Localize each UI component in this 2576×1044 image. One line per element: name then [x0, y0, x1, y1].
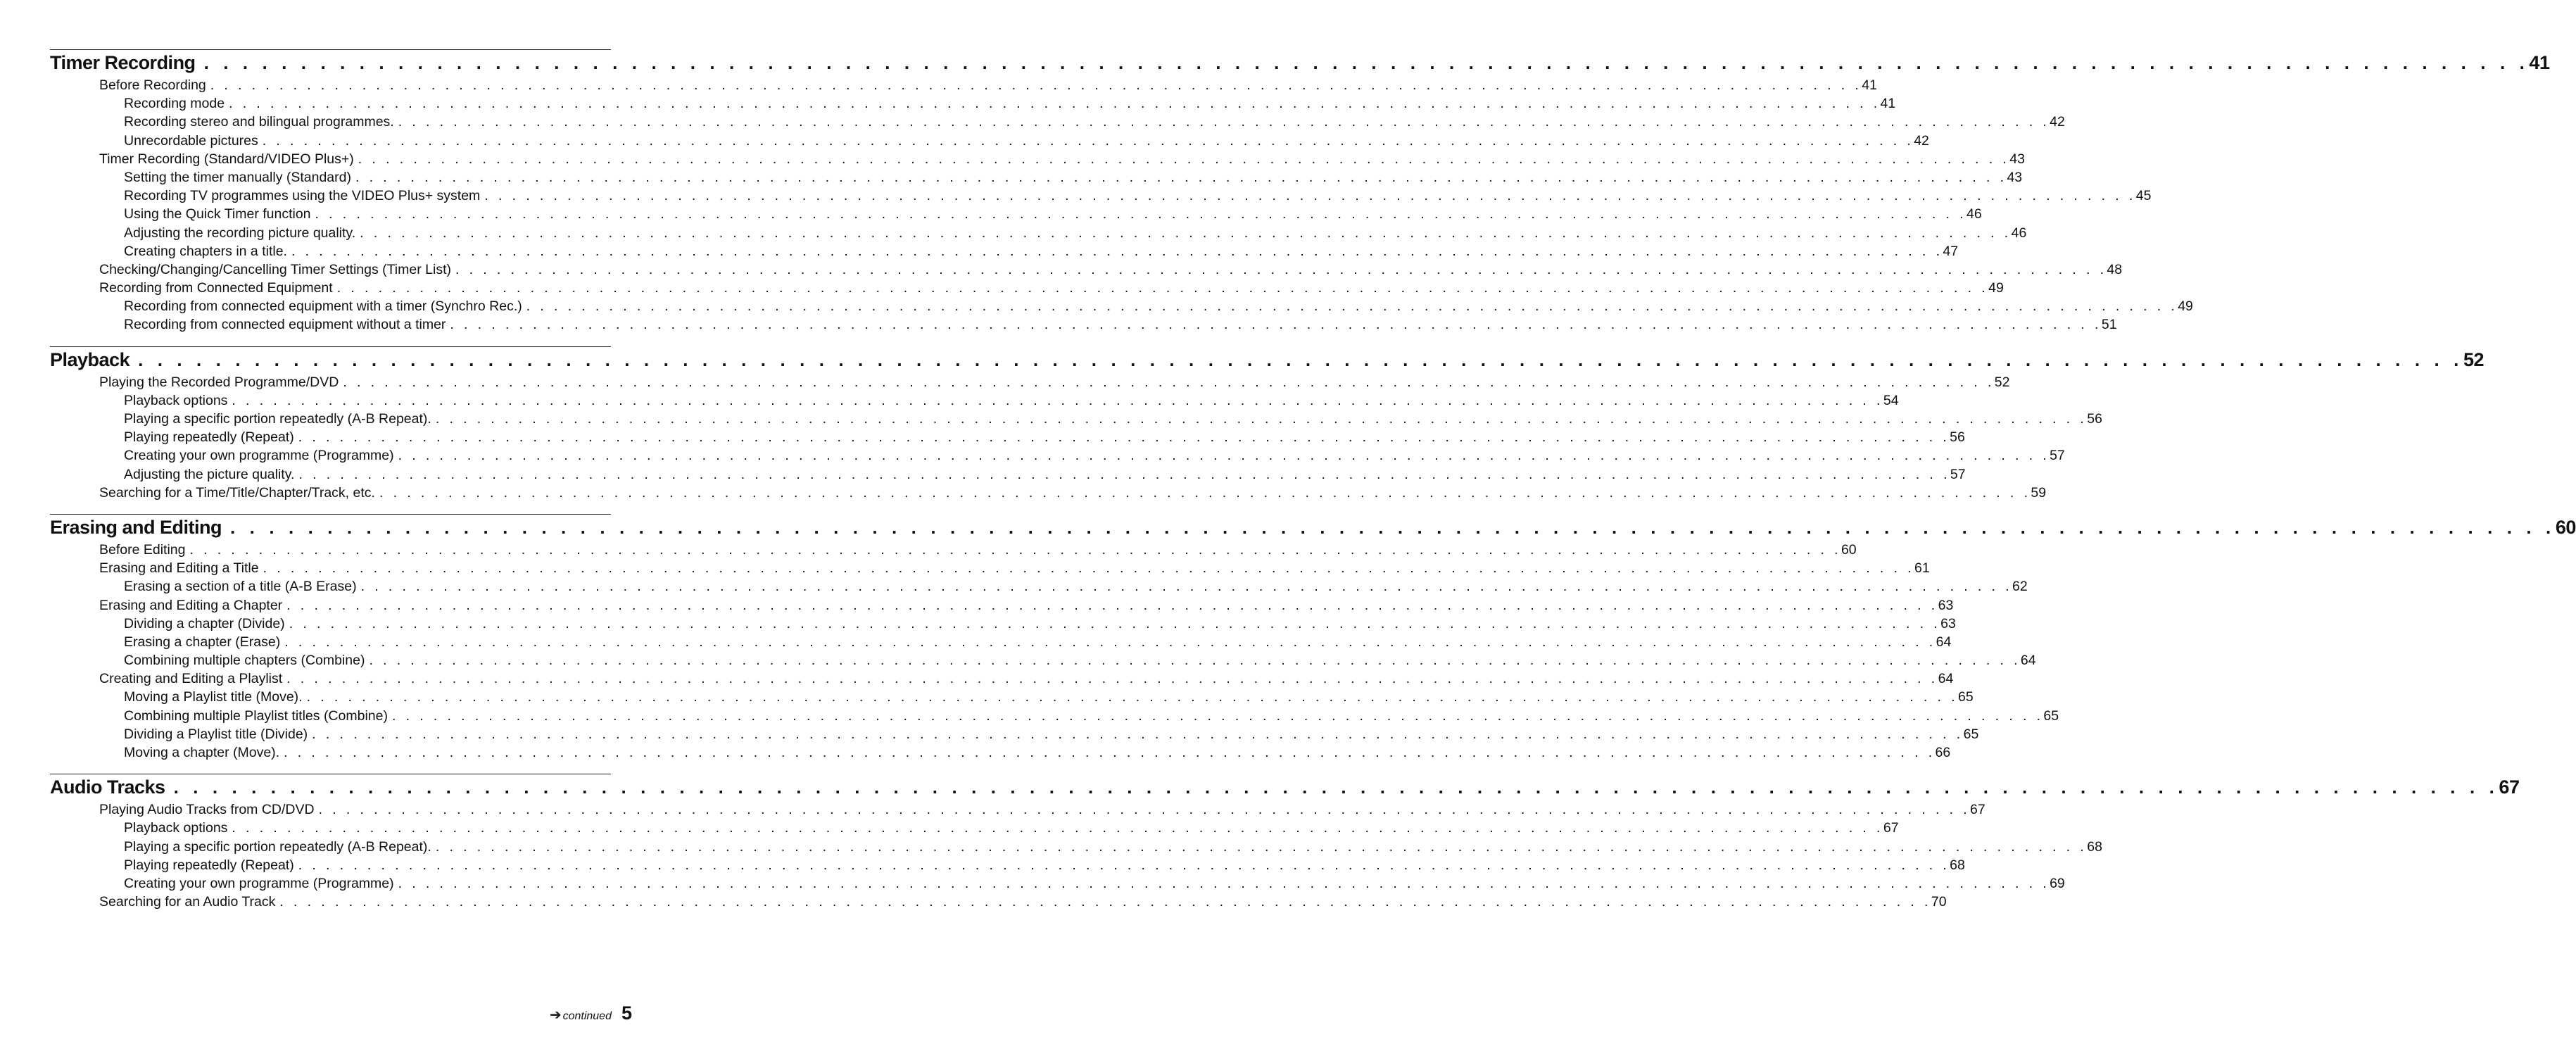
section-title: Timer Recording	[50, 52, 196, 73]
entry-page-number: 63	[1938, 597, 1954, 613]
entry-label: Moving a Playlist title (Move).	[124, 689, 303, 705]
section-entries	[50, 800, 2102, 911]
dot-leader: . . . . . . . . . . . . . . . . . . . . . . . . . . . . . . . . . . . . . . . . . . . . . . . . . . . . . . . . . . . . . . . . . . . . . . . . . . . . . . . . . . . . . . . . . . . . . . . . . . . . . . . . . . . . . . . . . . . . . . . .	[291, 243, 1943, 259]
section-title: Playback	[50, 348, 130, 370]
toc-subentry[interactable]	[50, 391, 1899, 410]
toc-subentry[interactable]	[50, 856, 1965, 874]
toc-subentry[interactable]	[50, 688, 1974, 706]
entry-label: Playing repeatedly (Repeat)	[124, 429, 294, 446]
toc-entry[interactable]	[50, 279, 2004, 297]
entry-label: Creating chapters in a title.	[124, 243, 287, 259]
dot-leader: . . . . . . . . . . . . . . . . . . . . . . . . . . . . . . . . . . . . . . . . . . . . . . . . . . . . . . . . . . . . . . . . . . . . . . . . . . . . . . . . . . . . . . . . . . . . . . . . . . . . . . . . . . . . . . . . . . . . . . . .	[263, 560, 1914, 577]
entry-label: Recording stereo and bilingual programmes.	[124, 114, 394, 130]
section-entries	[50, 541, 2059, 762]
entry-page-number: 57	[2050, 448, 2065, 464]
dot-leader: . . . . . . . . . . . . . . . . . . . . . . . . . . . . . . . . . . . . . . . . . . . . . . . . . . . . . . . . . . . . . . . . . . . . . . . . . . . . . . . . . . . . . . . . . . . . . . . . . . . . . . . . . . . . . . . . . . . . . . . .	[360, 225, 2012, 241]
dot-leader: . . . . . . . . . . . . . . . . . . . . . . . . . . . . . . . . . . . . . . . . . . . . . . . . . . . . . . . . . . . . . . . . . . . . . . . . . . . . . . . . . . . . . . . . . . . . . . . . . . . . . . . . . . . . . . . . . . . . . . . .	[398, 875, 2050, 891]
entry-label: Timer Recording (Standard/VIDEO Plus+)	[99, 151, 354, 167]
toc-section	[50, 514, 2576, 762]
section-page-number: 41	[2529, 52, 2550, 73]
entry-page-number: 45	[2135, 188, 2152, 204]
dot-leader: . . . . . . . . . . . . . . . . . . . . . . . . . . . . . . . . . . . . . . . . . . . . . . . . . . . . . . . . . . . . . . . . . . . . . . . . . . . . . . . . . . . . . . . . . . . . . . . . . . . . . . . . . . . . . . . . . . . . . . . .	[318, 802, 1971, 818]
toc-entry[interactable]	[50, 893, 1947, 911]
entry-label: Erasing a section of a title (A-B Erase)	[124, 579, 357, 595]
entry-label: Before Editing	[99, 541, 186, 558]
entry-label: Searching for an Audio Track	[99, 894, 276, 910]
entry-page-number: 57	[1950, 466, 1966, 482]
toc-subentry[interactable]	[50, 187, 2152, 205]
entry-page-number: 65	[1963, 726, 1979, 742]
entry-label: Unrecordable pictures	[124, 132, 258, 149]
toc-subentry[interactable]	[50, 743, 1951, 762]
toc-entry[interactable]	[50, 260, 2123, 279]
entry-label: Setting the timer manually (Standard)	[124, 169, 351, 185]
entry-label: Recording from Connected Equipment	[99, 280, 333, 296]
dot-leader: . . . . . . . . . . . . . . . . . . . . . . . . . . . . . . . . . . . . . . . . . . . . . . . . . . . . . . . . . . . . . . . . . . . . . . . . . . . . . . . . . . . . . . . . . . . . . . . . . . . . . . . . . . . . . . . . . . . . . . . .	[286, 671, 1938, 687]
entry-page-number: 64	[1938, 671, 1954, 687]
entry-label: Recording from connected equipment without a timer	[124, 317, 446, 333]
dot-leader: . . . . . . . . . . . . . . . . . . . . . . . . . . . . . . . . . . . . . . . . . . . . . . . . . . . . . . . . . . . . . . . . . . . . . . . . . . . . . . . . . . . . . . . . . . . . . . . . . . . . . . . . . . . . . . . . . . . . . . . .	[298, 429, 1950, 446]
dot-leader: . . . . . . . . . . . . . . . . . . . . . . . . . . . . . . . . . . . . . . . . . . . . . . . . . . . . . . . . . . . . . . . . . . . . . . . . . . . . . . . . . . . . . . . . . . . . . . . . . . . . . . . . . . . . . . . . . . . . . . . .	[138, 348, 2463, 370]
entry-page-number: 60	[1841, 541, 1857, 558]
section-page-number: 52	[2463, 348, 2484, 370]
entry-page-number: 62	[2012, 579, 2028, 595]
toc-subentry[interactable]	[50, 132, 1929, 150]
entry-page-number: 56	[2087, 411, 2102, 427]
entry-label: Using the Quick Timer function	[124, 206, 311, 222]
entry-page-number: 56	[1950, 429, 1965, 446]
section-entries	[50, 76, 2193, 334]
section-page-number: 60	[2555, 516, 2576, 538]
toc-entry[interactable]	[50, 373, 2010, 391]
entry-label: Combining multiple chapters (Combine)	[124, 653, 365, 669]
entry-label: Creating your own programme (Programme)	[124, 448, 394, 464]
toc-entry[interactable]	[50, 541, 1857, 559]
dot-leader: . . . . . . . . . . . . . . . . . . . . . . . . . . . . . . . . . . . . . . . . . . . . . . . . . . . . . . . . . . . . . . . . . . . . . . . . . . . . . . . . . . . . . . . . . . . . . . . . . . . . . . . . . . . . . . . . . . . . . . . .	[203, 52, 2530, 73]
entry-page-number: 46	[2011, 225, 2027, 241]
toc-subentry[interactable]	[50, 242, 1959, 260]
dot-leader: . . . . . . . . . . . . . . . . . . . . . . . . . . . . . . . . . . . . . . . . . . . . . . . . . . . . . . . . . . . . . . . . . . . . . . . . . . . . . . . . . . . . . . . . . . . . . . . . . . . . . . . . . . . . . . . . . . . . . . . .	[369, 653, 2021, 669]
entry-page-number: 63	[1940, 615, 1956, 631]
entry-label: Playing the Recorded Programme/DVD	[99, 374, 339, 390]
dot-leader: . . . . . . . . . . . . . . . . . . . . . . . . . . . . . . . . . . . . . . . . . . . . . . . . . . . . . . . . . . . . . . . . . . . . . . . . . . . . . . . . . . . . . . . . . . . . . . . . . . . . . . . . . . . . . . . . . . . . . . . .	[484, 188, 2136, 204]
table-of-contents	[50, 49, 2576, 911]
dot-leader: . . . . . . . . . . . . . . . . . . . . . . . . . . . . . . . . . . . . . . . . . . . . . . . . . . . . . . . . . . . . . . . . . . . . . . . . . . . . . . . . . . . . . . . . . . . . . . . . . . . . . . . . . . . . . . . . . . . . . . . .	[435, 838, 2088, 855]
dot-leader: . . . . . . . . . . . . . . . . . . . . . . . . . . . . . . . . . . . . . . . . . . . . . . . . . . . . . . . . . . . . . . . . . . . . . . . . . . . . . . . . . . . . . . . . . . . . . . . . . . . . . . . . . . . . . . . . . . . . . . . .	[262, 132, 1914, 149]
dot-leader: . . . . . . . . . . . . . . . . . . . . . . . . . . . . . . . . . . . . . . . . . . . . . . . . . . . . . . . . . . . . . . . . . . . . . . . . . . . . . . . . . . . . . . . . . . . . . . . . . . . . . . . . . . . . . . . . . . . . . . . .	[358, 151, 2010, 167]
toc-entry[interactable]	[50, 150, 2025, 168]
section-heading[interactable]	[50, 774, 2520, 800]
toc-subentry[interactable]	[50, 428, 1965, 446]
entry-page-number: 67	[1970, 802, 1985, 818]
entry-label: Before Recording	[99, 77, 206, 93]
entry-label: Playing a specific portion repeatedly (A-B Repeat).	[124, 838, 431, 855]
entry-page-number: 65	[2043, 707, 2059, 724]
entry-label: Dividing a chapter (Divide)	[124, 615, 285, 631]
toc-subentry[interactable]	[50, 651, 2036, 669]
entry-page-number: 48	[2107, 261, 2123, 277]
toc-entry[interactable]	[50, 76, 1877, 94]
entry-page-number: 43	[2009, 151, 2025, 167]
entry-label: Creating and Editing a Playlist	[99, 671, 283, 687]
entry-label: Playing Audio Tracks from CD/DVD	[99, 802, 315, 818]
entry-label: Recording from connected equipment with a timer (Synchro Rec.)	[124, 298, 522, 315]
dot-leader: . . . . . . . . . . . . . . . . . . . . . . . . . . . . . . . . . . . . . . . . . . . . . . . . . . . . . . . . . . . . . . . . . . . . . . . . . . . . . . . . . . . . . . . . . . . . . . . . . . . . . . . . . . . . . . . . . . . . . . . .	[306, 689, 1959, 705]
entry-page-number: 59	[2031, 484, 2047, 501]
section-title: Erasing and Editing	[50, 516, 222, 538]
continued-label: continued	[562, 1010, 612, 1022]
dot-leader: . . . . . . . . . . . . . . . . . . . . . . . . . . . . . . . . . . . . . . . . . . . . . . . . . . . . . . . . . . . . . . . . . . . . . . . . . . . . . . . . . . . . . . . . . . . . . . . . . . . . . . . . . . . . . . . . . . . . . . . .	[391, 707, 2044, 724]
entry-page-number: 46	[1966, 206, 1982, 222]
dot-leader: . . . . . . . . . . . . . . . . . . . . . . . . . . . . . . . . . . . . . . . . . . . . . . . . . . . . . . . . . . . . . . . . . . . . . . . . . . . . . . . . . . . . . . . . . . . . . . . . . . . . . . . . . . . . . . . . . . . . . . . .	[210, 77, 1862, 93]
entry-label: Recording TV programmes using the VIDEO Plus+ system	[124, 188, 481, 204]
dot-leader: . . . . . . . . . . . . . . . . . . . . . . . . . . . . . . . . . . . . . . . . . . . . . . . . . . . . . . . . . . . . . . . . . . . . . . . . . . . . . . . . . . . . . . . . . . . . . . . . . . . . . . . . . . . . . . . . . . . . . . . .	[232, 820, 1883, 836]
entry-page-number: 64	[2020, 653, 2036, 669]
dot-leader: . . . . . . . . . . . . . . . . . . . . . . . . . . . . . . . . . . . . . . . . . . . . . . . . . . . . . . . . . . . . . . . . . . . . . . . . . . . . . . . . . . . . . . . . . . . . . . . . . . . . . . . . . . . . . . . . . . . . . . . .	[279, 894, 1931, 910]
toc-subentry[interactable]	[50, 168, 2023, 187]
dot-leader: . . . . . . . . . . . . . . . . . . . . . . . . . . . . . . . . . . . . . . . . . . . . . . . . . . . . . . . . . . . . . . . . . . . . . . . . . . . . . . . . . . . . . . . . . . . . . . . . . . . . . . . . . . . . . . . . . . . . . . . .	[398, 114, 2050, 130]
entry-label: Erasing and Editing a Chapter	[99, 597, 283, 613]
entry-page-number: 70	[1931, 894, 1947, 910]
toc-subentry[interactable]	[50, 315, 2117, 334]
entry-label: Combining multiple Playlist titles (Combine)	[124, 707, 388, 724]
entry-page-number: 42	[1914, 132, 1929, 149]
dot-leader: . . . . . . . . . . . . . . . . . . . . . . . . . . . . . . . . . . . . . . . . . . . . . . . . . . . . . . . . . . . . . . . . . . . . . . . . . . . . . . . . . . . . . . . . . . . . . . . . . . . . . . . . . . . . . . . . . . . . . . . .	[289, 615, 1941, 631]
dot-leader: . . . . . . . . . . . . . . . . . . . . . . . . . . . . . . . . . . . . . . . . . . . . . . . . . . . . . . . . . . . . . . . . . . . . . . . . . . . . . . . . . . . . . . . . . . . . . . . . . . . . . . . . . . . . . . . . . . . . . . . .	[336, 280, 1989, 296]
dot-leader: . . . . . . . . . . . . . . . . . . . . . . . . . . . . . . . . . . . . . . . . . . . . . . . . . . . . . . . . . . . . . . . . . . . . . . . . . . . . . . . . . . . . . . . . . . . . . . . . . . . . . . . . . . . . . . . . . . . . . . . .	[379, 484, 2031, 501]
dot-leader: . . . . . . . . . . . . . . . . . . . . . . . . . . . . . . . . . . . . . . . . . . . . . . . . . . . . . . . . . . . . . . . . . . . . . . . . . . . . . . . . . . . . . . . . . . . . . . . . . . . . . . . . . . . . . . . . . . . . . . . .	[189, 541, 1841, 558]
toc-section	[50, 774, 2520, 911]
entry-label: Adjusting the recording picture quality.	[124, 225, 356, 241]
toc-subentry[interactable]	[50, 465, 1966, 484]
dot-leader: . . . . . . . . . . . . . . . . . . . . . . . . . . . . . . . . . . . . . . . . . . . . . . . . . . . . . . . . . . . . . . . . . . . . . . . . . . . . . . . . . . . . . . . . . . . . . . . . . . . . . . . . . . . . . . . . . . . . . . . .	[298, 466, 1950, 482]
toc-subentry[interactable]	[50, 819, 1899, 837]
entry-page-number: 51	[2101, 317, 2117, 333]
dot-leader: . . . . . . . . . . . . . . . . . . . . . . . . . . . . . . . . . . . . . . . . . . . . . . . . . . . . . . . . . . . . . . . . . . . . . . . . . . . . . . . . . . . . . . . . . . . . . . . . . . . . . . . . . . . . . . . . . . . . . . . .	[435, 411, 2088, 427]
entry-page-number: 68	[1950, 857, 1965, 873]
toc-entry[interactable]	[50, 559, 1930, 577]
toc-subentry[interactable]	[50, 224, 2027, 242]
dot-leader: . . . . . . . . . . . . . . . . . . . . . . . . . . . . . . . . . . . . . . . . . . . . . . . . . . . . . . . . . . . . . . . . . . . . . . . . . . . . . . . . . . . . . . . . . . . . . . . . . . . . . . . . . . . . . . . . . . . . . . . .	[286, 597, 1938, 613]
toc-subentry[interactable]	[50, 633, 1952, 651]
entry-label: Creating your own programme (Programme)	[124, 875, 394, 891]
toc-entry[interactable]	[50, 596, 1954, 615]
dot-leader: . . . . . . . . . . . . . . . . . . . . . . . . . . . . . . . . . . . . . . . . . . . . . . . . . . . . . . . . . . . . . . . . . . . . . . . . . . . . . . . . . . . . . . . . . . . . . . . . . . . . . . . . . . . . . . . . . . . . . . . .	[173, 776, 2499, 798]
toc-subentry[interactable]	[50, 94, 1896, 113]
entry-page-number: 41	[1862, 77, 1877, 93]
toc-subentry[interactable]	[50, 874, 2065, 893]
toc-subentry[interactable]	[50, 838, 2102, 856]
toc-subentry[interactable]	[50, 725, 1979, 743]
section-entries	[50, 373, 2102, 502]
entry-label: Playback options	[124, 820, 228, 836]
entry-page-number: 47	[1943, 243, 1959, 259]
section-page-number: 67	[2499, 776, 2520, 798]
entry-label: Moving a chapter (Move).	[124, 745, 280, 760]
entry-label: Checking/Changing/Cancelling Timer Settings (Timer List)	[99, 261, 451, 277]
entry-label: Recording mode	[124, 96, 225, 112]
dot-leader: . . . . . . . . . . . . . . . . . . . . . . . . . . . . . . . . . . . . . . . . . . . . . . . . . . . . . . . . . . . . . . . . . . . . . . . . . . . . . . . . . . . . . . . . . . . . . . . . . . . . . . . . . . . . . . . . . . . . . . . .	[298, 857, 1950, 873]
entry-label: Playing a specific portion repeatedly (A-B Repeat).	[124, 411, 431, 427]
entry-label: Dividing a Playlist title (Divide)	[124, 726, 308, 742]
toc-subentry[interactable]	[50, 113, 2065, 131]
toc-entry[interactable]	[50, 484, 2047, 502]
toc-entry[interactable]	[50, 669, 1954, 688]
toc-subentry[interactable]	[50, 205, 1982, 223]
entry-page-number: 42	[2050, 114, 2065, 130]
entry-page-number: 49	[1988, 280, 2004, 296]
entry-label: Searching for a Time/Title/Chapter/Track, etc.	[99, 484, 375, 501]
dot-leader: . . . . . . . . . . . . . . . . . . . . . . . . . . . . . . . . . . . . . . . . . . . . . . . . . . . . . . . . . . . . . . . . . . . . . . . . . . . . . . . . . . . . . . . . . . . . . . . . . . . . . . . . . . . . . . . . . . . . . . . .	[312, 726, 1964, 742]
dot-leader: . . . . . . . . . . . . . . . . . . . . . . . . . . . . . . . . . . . . . . . . . . . . . . . . . . . . . . . . . . . . . . . . . . . . . . . . . . . . . . . . . . . . . . . . . . . . . . . . . . . . . . . . . . . . . . . . . . . . . . . .	[398, 448, 2050, 464]
entry-page-number: 61	[1914, 560, 1930, 577]
dot-leader: . . . . . . . . . . . . . . . . . . . . . . . . . . . . . . . . . . . . . . . . . . . . . . . . . . . . . . . . . . . . . . . . . . . . . . . . . . . . . . . . . . . . . . . . . . . . . . . . . . . . . . . . . . . . . . . . . . . . . . . .	[229, 96, 1881, 112]
dot-leader: . . . . . . . . . . . . . . . . . . . . . . . . . . . . . . . . . . . . . . . . . . . . . . . . . . . . . . . . . . . . . . . . . . . . . . . . . . . . . . . . . . . . . . . . . . . . . . . . . . . . . . . . . . . . . . . . . . . . . . . .	[450, 317, 2102, 333]
toc-subentry[interactable]	[50, 577, 2028, 596]
section-heading[interactable]	[50, 50, 2550, 76]
entry-page-number: 68	[2087, 838, 2102, 855]
entry-label: Playing repeatedly (Repeat)	[124, 857, 294, 873]
page-footer	[550, 1002, 632, 1024]
toc-section	[50, 49, 2550, 334]
entry-page-number: 43	[2007, 169, 2023, 185]
toc-subentry[interactable]	[50, 297, 2193, 315]
entry-page-number: 49	[2178, 298, 2193, 315]
page-number: 5	[621, 1002, 632, 1024]
entry-page-number: 66	[1935, 745, 1951, 760]
toc-subentry[interactable]	[50, 410, 2102, 428]
entry-label: Erasing a chapter (Erase)	[124, 634, 281, 650]
entry-page-number: 52	[1994, 374, 2010, 390]
section-title: Audio Tracks	[50, 776, 165, 798]
toc-subentry[interactable]	[50, 446, 2065, 465]
entry-page-number: 64	[1936, 634, 1952, 650]
dot-leader: . . . . . . . . . . . . . . . . . . . . . . . . . . . . . . . . . . . . . . . . . . . . . . . . . . . . . . . . . . . . . . . . . . . . . . . . . . . . . . . . . . . . . . . . . . . . . . . . . . . . . . . . . . . . . . . . . . . . . . . .	[526, 298, 2178, 315]
dot-leader: . . . . . . . . . . . . . . . . . . . . . . . . . . . . . . . . . . . . . . . . . . . . . . . . . . . . . . . . . . . . . . . . . . . . . . . . . . . . . . . . . . . . . . . . . . . . . . . . . . . . . . . . . . . . . . . . . . . . . . . .	[315, 206, 1966, 222]
entry-page-number: 54	[1883, 392, 1899, 408]
entry-page-number: 65	[1958, 689, 1974, 705]
entry-label: Erasing and Editing a Title	[99, 560, 259, 577]
dot-leader: . . . . . . . . . . . . . . . . . . . . . . . . . . . . . . . . . . . . . . . . . . . . . . . . . . . . . . . . . . . . . . . . . . . . . . . . . . . . . . . . . . . . . . . . . . . . . . . . . . . . . . . . . . . . . . . . . . . . . . . .	[284, 634, 1936, 650]
dot-leader: . . . . . . . . . . . . . . . . . . . . . . . . . . . . . . . . . . . . . . . . . . . . . . . . . . . . . . . . . . . . . . . . . . . . . . . . . . . . . . . . . . . . . . . . . . . . . . . . . . . . . . . . . . . . . . . . . . . . . . . .	[355, 169, 2007, 185]
entry-label: Adjusting the picture quality.	[124, 466, 295, 482]
toc-entry[interactable]	[50, 800, 1985, 819]
section-heading[interactable]	[50, 515, 2576, 541]
section-heading[interactable]	[50, 347, 2484, 373]
dot-leader: . . . . . . . . . . . . . . . . . . . . . . . . . . . . . . . . . . . . . . . . . . . . . . . . . . . . . . . . . . . . . . . . . . . . . . . . . . . . . . . . . . . . . . . . . . . . . . . . . . . . . . . . . . . . . . . . . . . . . . . .	[360, 579, 2012, 595]
dot-leader: . . . . . . . . . . . . . . . . . . . . . . . . . . . . . . . . . . . . . . . . . . . . . . . . . . . . . . . . . . . . . . . . . . . . . . . . . . . . . . . . . . . . . . . . . . . . . . . . . . . . . . . . . . . . . . . . . . . . . . . .	[343, 374, 1995, 390]
dot-leader: . . . . . . . . . . . . . . . . . . . . . . . . . . . . . . . . . . . . . . . . . . . . . . . . . . . . . . . . . . . . . . . . . . . . . . . . . . . . . . . . . . . . . . . . . . . . . . . . . . . . . . . . . . . . . . . . . . . . . . . .	[284, 745, 1936, 760]
toc-subentry[interactable]	[50, 615, 1956, 633]
toc-subentry[interactable]	[50, 707, 2059, 725]
entry-page-number: 67	[1883, 820, 1899, 836]
entry-page-number: 69	[2050, 875, 2065, 891]
toc-section	[50, 346, 2484, 502]
entry-label: Playback options	[124, 392, 228, 408]
entry-page-number: 41	[1880, 96, 1896, 112]
dot-leader: . . . . . . . . . . . . . . . . . . . . . . . . . . . . . . . . . . . . . . . . . . . . . . . . . . . . . . . . . . . . . . . . . . . . . . . . . . . . . . . . . . . . . . . . . . . . . . . . . . . . . . . . . . . . . . . . . . . . . . . .	[455, 261, 2107, 277]
right-arrow-icon: ➔	[549, 1007, 562, 1023]
dot-leader: . . . . . . . . . . . . . . . . . . . . . . . . . . . . . . . . . . . . . . . . . . . . . . . . . . . . . . . . . . . . . . . . . . . . . . . . . . . . . . . . . . . . . . . . . . . . . . . . . . . . . . . . . . . . . . . . . . . . . . . .	[232, 392, 1883, 408]
dot-leader: . . . . . . . . . . . . . . . . . . . . . . . . . . . . . . . . . . . . . . . . . . . . . . . . . . . . . . . . . . . . . . . . . . . . . . . . . . . . . . . . . . . . . . . . . . . . . . . . . . . . . . . . . . . . . . . . . . . . . . . .	[230, 516, 2556, 538]
